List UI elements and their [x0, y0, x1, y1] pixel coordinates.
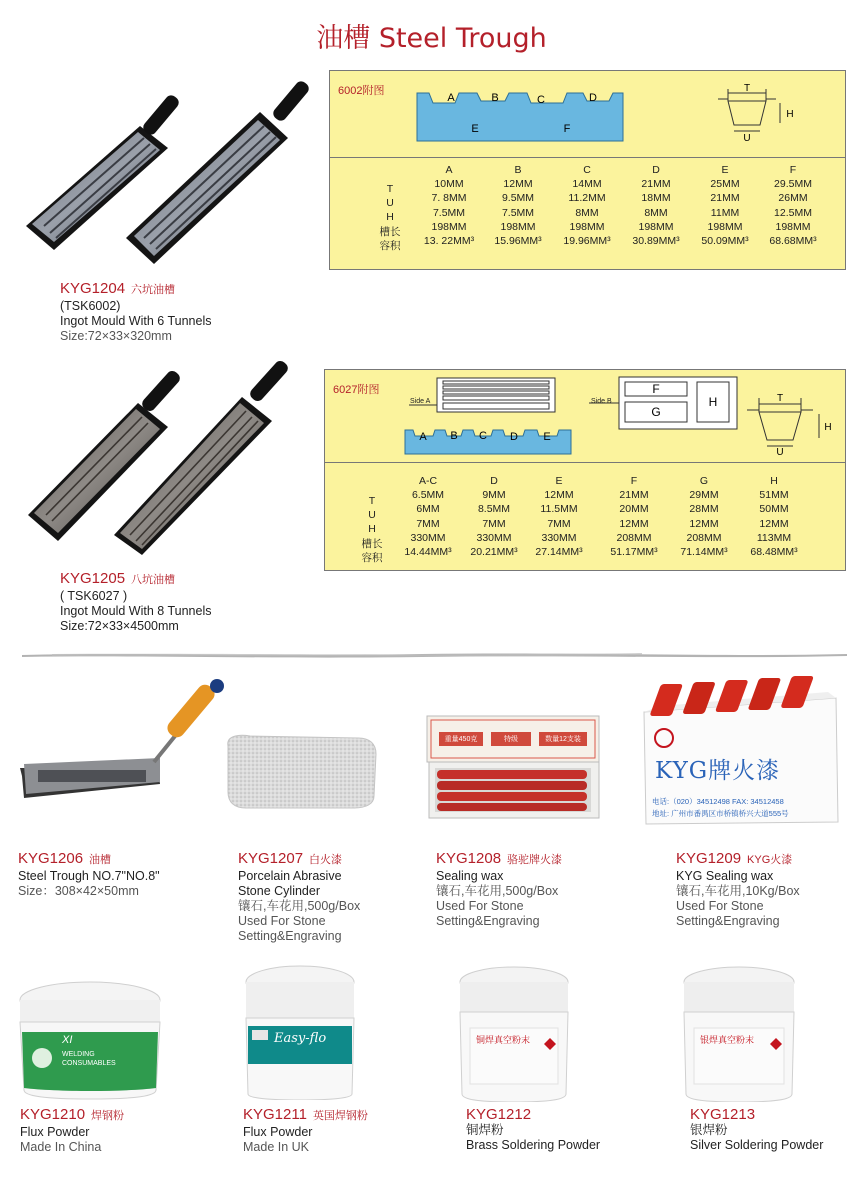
- box1208-qty: 数量12支装: [545, 736, 581, 743]
- product-line: Made In China: [20, 1140, 102, 1154]
- spec-column: F 21MM 20MM 12MM 208MM 51.17MM³: [610, 475, 658, 559]
- jar1210-text: WELDING CONSUMABLES: [62, 1051, 116, 1067]
- product-kyg1208: [436, 850, 636, 929]
- spec-column: A-C 6.5MM 6MM 7MM 330MM 14.44MM³: [404, 475, 452, 559]
- product-line: Steel Trough NO.7"NO.8": [18, 869, 160, 883]
- product-line: Porcelain Abrasive: [238, 869, 342, 883]
- jar1213-label: 银焊真空粉末: [700, 1035, 755, 1045]
- box1209-tel: 电话:（020）34512498 FAX: 34512458: [652, 797, 784, 806]
- svg-text:A: A: [447, 92, 455, 104]
- product-line: Used For Stone: [436, 899, 524, 913]
- svg-text:F: F: [652, 382, 660, 396]
- product-line: KYG Sealing wax: [676, 869, 774, 883]
- spec-column: E 25MM 21MM 11MM 198MM 50.09MM³: [701, 164, 749, 248]
- product-line: (TSK6002): [60, 299, 121, 313]
- svg-text:U: U: [776, 447, 784, 458]
- product-size: Size：308×42×50mm: [18, 884, 139, 898]
- product-code: KYG1210: [20, 1106, 86, 1123]
- product-line: 镶石,车花用,500g/Box: [436, 884, 559, 898]
- product-kyg1210: [20, 1106, 220, 1155]
- product-code: KYG1207: [238, 850, 304, 867]
- side-a-label: Side A: [410, 398, 431, 405]
- svg-text:B: B: [491, 92, 499, 104]
- product-line: Ingot Mould With 6 Tunnels: [60, 314, 212, 328]
- product-code: KYG1213: [690, 1106, 756, 1123]
- svg-text:E: E: [543, 431, 551, 443]
- product-line: 银焊粉: [690, 1123, 728, 1137]
- product-kyg1209: [676, 850, 856, 929]
- svg-text:F: F: [563, 123, 571, 135]
- spec-column: D 9MM 8.5MM 7MM 330MM 20.21MM³: [470, 475, 518, 559]
- ingot-mould-6-photo: [18, 78, 320, 270]
- product-line: ( TSK6027 ): [60, 589, 128, 603]
- spec-column: F 29.5MM 26MM 12.5MM 198MM 68.68MM³: [769, 164, 817, 248]
- product-line: Used For Stone: [238, 914, 326, 928]
- product-line: Setting&Engraving: [238, 929, 342, 943]
- product-line: Silver Soldering Powder: [690, 1138, 824, 1152]
- product-kyg1213: [690, 1106, 860, 1153]
- product-name-cn: 六坑油槽: [131, 284, 176, 296]
- svg-text:C: C: [479, 430, 487, 442]
- product-line: Setting&Engraving: [676, 914, 780, 928]
- page-title: 油槽 Steel Trough: [316, 23, 547, 54]
- product-line: Used For Stone: [676, 899, 764, 913]
- product-kyg1207: [238, 850, 428, 944]
- trapezoid-dim-diagram: [710, 81, 800, 149]
- product-line: 铜焊粉: [466, 1123, 504, 1137]
- jar1211-brand: Easy-flo: [274, 1031, 327, 1046]
- product-code: KYG1206: [18, 850, 84, 867]
- product-name-cn: 白火漆: [309, 854, 343, 866]
- product-line: Flux Powder: [243, 1125, 313, 1139]
- product-name-cn: 八坑油槽: [131, 574, 176, 586]
- product-line: Sealing wax: [436, 869, 504, 883]
- product-kyg1211: [243, 1106, 443, 1155]
- box1209-brand: KYG牌火漆: [655, 758, 781, 784]
- spec-column: A 10MM 7. 8MM 7.5MM 198MM 13. 22MM³: [423, 164, 475, 248]
- product-name-cn: 焊钢粉: [91, 1110, 125, 1122]
- spec-table-6002: [329, 70, 846, 270]
- product-line: 镶石,车花用,10Kg/Box: [676, 884, 800, 898]
- product-code: KYG1212: [466, 1106, 532, 1123]
- trapezoid-dim-diagram: [739, 388, 835, 458]
- product-name-cn: KYG火漆: [747, 854, 793, 866]
- svg-text:E: E: [471, 123, 479, 135]
- product-line: Brass Soldering Powder: [466, 1138, 601, 1152]
- spec-table-6027: [324, 369, 846, 571]
- profile-diagram: [415, 89, 625, 149]
- product-size: Size:72×33×4500mm: [60, 619, 179, 633]
- svg-text:U: U: [743, 133, 751, 144]
- spec-column: B 12MM 9.5MM 7.5MM 198MM 15.96MM³: [494, 164, 542, 248]
- spec-column: D 21MM 18MM 8MM 198MM 30.89MM³: [632, 164, 680, 248]
- porcelain-abrasive-photo: [220, 728, 390, 818]
- row-labels: T U H 槽长 容积: [361, 495, 383, 564]
- ingot-mould-8-photo: [18, 355, 290, 555]
- svg-text:D: D: [589, 92, 597, 104]
- product-kyg1212: [466, 1106, 676, 1153]
- product-code: KYG1205: [60, 570, 126, 587]
- product-line: Made In UK: [243, 1140, 310, 1154]
- spec-column: G 29MM 28MM 12MM 208MM 71.14MM³: [680, 475, 728, 559]
- jar1210-brand: XI: [62, 1034, 73, 1046]
- product-kyg1206: [18, 850, 228, 899]
- product-line: Ingot Mould With 8 Tunnels: [60, 604, 212, 618]
- svg-text:T: T: [776, 393, 784, 404]
- product-line: Flux Powder: [20, 1125, 90, 1139]
- svg-text:H: H: [786, 109, 794, 120]
- svg-text:H: H: [824, 422, 832, 433]
- box1208-weight: 重量450克: [444, 736, 478, 743]
- product-name-cn: 骆驼牌火漆: [507, 854, 563, 866]
- jar1212-label: 铜焊真空粉末: [476, 1035, 531, 1045]
- jar-kyg1210-photo: [16, 978, 164, 1100]
- product-line: Stone Cylinder: [238, 884, 320, 898]
- spec-column: E 12MM 11.5MM 7MM 330MM 27.14MM³: [535, 475, 583, 559]
- side-b-label: Side B: [591, 398, 612, 405]
- box1209-address: 地址: 广州市番禺区市桥镇桥兴大道555号: [652, 809, 789, 818]
- steel-trough-photo: [20, 676, 230, 816]
- spec-column: C 14MM 11.2MM 8MM 198MM 19.96MM³: [563, 164, 611, 248]
- spec-column: H 51MM 50MM 12MM 113MM 68.48MM³: [750, 475, 798, 559]
- profile-diagram: [403, 424, 573, 456]
- product-kyg1204: [60, 280, 320, 344]
- sealing-wax-box-photo: [425, 714, 603, 820]
- spec-label: 6002附图: [338, 85, 385, 97]
- svg-text:C: C: [537, 94, 545, 106]
- product-name-cn: 英国焊钢粉: [312, 1110, 368, 1122]
- product-kyg1205: [60, 570, 320, 634]
- svg-text:H: H: [708, 395, 718, 409]
- product-code: KYG1209: [676, 850, 742, 867]
- product-code: KYG1204: [60, 280, 126, 297]
- product-code: KYG1211: [243, 1106, 307, 1123]
- product-size: Size:72×33×320mm: [60, 329, 172, 343]
- product-line: 镶石,车花用,500g/Box: [238, 899, 361, 913]
- brush-divider: [22, 650, 847, 660]
- svg-text:T: T: [743, 83, 751, 94]
- spec-label: 6027附图: [333, 384, 380, 396]
- svg-text:A: A: [419, 431, 427, 443]
- svg-text:B: B: [450, 430, 458, 442]
- box1208-grade: 特级: [504, 736, 518, 743]
- product-line: Setting&Engraving: [436, 914, 540, 928]
- product-name-cn: 油槽: [89, 854, 112, 866]
- svg-text:G: G: [651, 405, 661, 419]
- side-a-diagram: [409, 376, 589, 416]
- svg-text:D: D: [510, 431, 518, 443]
- product-code: KYG1208: [436, 850, 502, 867]
- row-labels: T U H 槽长 容积: [379, 183, 401, 252]
